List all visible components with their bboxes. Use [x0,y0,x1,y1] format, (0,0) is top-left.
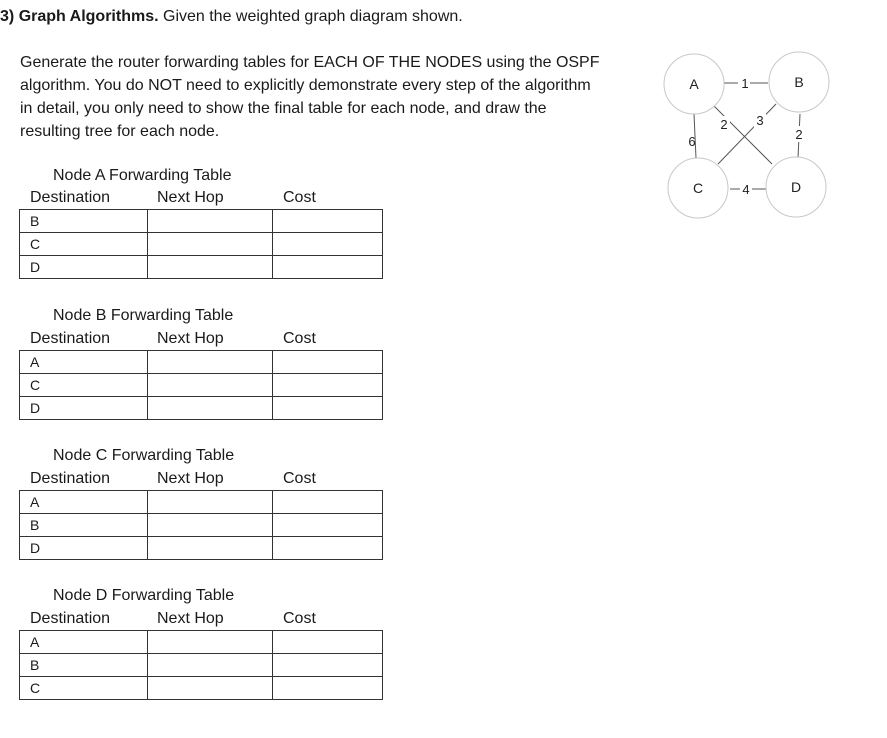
table-b-header-cost: Cost [283,330,316,347]
table-a-title: Node A Forwarding Table [53,167,232,184]
table-a-header-cost: Cost [283,189,316,206]
next-hop-cell[interactable] [148,514,273,537]
dest-cell: B [20,514,148,537]
next-hop-cell[interactable] [148,677,273,700]
node-label: D [790,179,802,195]
next-hop-cell[interactable] [148,256,273,279]
next-hop-cell[interactable] [148,351,273,374]
dest-cell: D [20,256,148,279]
next-hop-cell[interactable] [148,537,273,560]
table-a-header-next-hop: Next Hop [157,189,224,206]
edge-b-c [718,104,776,164]
instructions-line: resulting tree for each node. [20,123,220,140]
question-heading-text: Given the weighted graph diagram shown. [158,8,463,25]
weighted-graph-diagram [660,40,840,230]
node-label: C [692,180,704,196]
instructions-line: algorithm. You do NOT need to explicitly demonstrate every step of the algorithm [20,77,591,94]
next-hop-cell[interactable] [148,210,273,233]
node-label: B [794,74,804,90]
cost-cell[interactable] [273,256,383,279]
dest-cell: B [20,210,148,233]
edge-weight-label: 3 [756,113,764,128]
edge-weight-label: 1 [741,76,749,91]
next-hop-cell[interactable] [148,374,273,397]
instructions [20,51,650,143]
dest-cell: D [20,397,148,420]
dest-cell: A [20,351,148,374]
table-row [20,233,383,256]
table-row [20,631,383,654]
cost-cell[interactable] [273,397,383,420]
cost-cell[interactable] [273,210,383,233]
next-hop-cell[interactable] [148,397,273,420]
table-d-title: Node D Forwarding Table [53,587,235,604]
table-row [20,397,383,420]
cost-cell[interactable] [273,677,383,700]
table-d [19,630,383,700]
edge-weight-label: 2 [720,117,728,132]
table-a-header-destination: Destination [30,189,111,206]
dest-cell: C [20,374,148,397]
cost-cell[interactable] [273,351,383,374]
dest-cell: D [20,537,148,560]
dest-cell: B [20,654,148,677]
table-row [20,256,383,279]
cost-cell[interactable] [273,491,383,514]
table-row [20,654,383,677]
dest-cell: A [20,631,148,654]
table-row [20,677,383,700]
edge-weight-label: 6 [688,134,696,149]
question-number: 3) [0,8,15,25]
table-b [19,350,383,420]
table-row [20,351,383,374]
next-hop-cell[interactable] [148,233,273,256]
table-b-title: Node B Forwarding Table [53,307,234,324]
table-row [20,210,383,233]
next-hop-cell[interactable] [148,654,273,677]
table-c-header-destination: Destination [30,470,111,487]
question-heading [0,8,463,26]
table-d-header-cost: Cost [283,610,316,627]
dest-cell: A [20,491,148,514]
dest-cell: C [20,677,148,700]
cost-cell[interactable] [273,654,383,677]
next-hop-cell[interactable] [148,491,273,514]
table-c-title: Node C Forwarding Table [53,447,235,464]
cost-cell[interactable] [273,537,383,560]
edge-weight-label: 2 [795,127,803,142]
table-b-header-next-hop: Next Hop [157,330,224,347]
question-topic: Graph Algorithms. [18,8,159,25]
next-hop-cell[interactable] [148,631,273,654]
cost-cell[interactable] [273,233,383,256]
table-c [19,490,383,560]
instructions-line: Generate the router forwarding tables for EACH OF THE NODES using the OSPF [20,54,600,71]
cost-cell[interactable] [273,631,383,654]
table-c-header-cost: Cost [283,470,316,487]
table-b-header-destination: Destination [30,330,111,347]
table-row [20,374,383,397]
table-d-header-destination: Destination [30,610,111,627]
dest-cell: C [20,233,148,256]
table-row [20,491,383,514]
table-c-header-next-hop: Next Hop [157,470,224,487]
edge-weight-label: 4 [742,182,750,197]
table-row [20,514,383,537]
instructions-line: in detail, you only need to show the final table for each node, and draw the [20,100,547,117]
cost-cell[interactable] [273,374,383,397]
cost-cell[interactable] [273,514,383,537]
table-d-header-next-hop: Next Hop [157,610,224,627]
table-row [20,537,383,560]
table-a [19,209,383,279]
node-label: A [689,76,699,92]
